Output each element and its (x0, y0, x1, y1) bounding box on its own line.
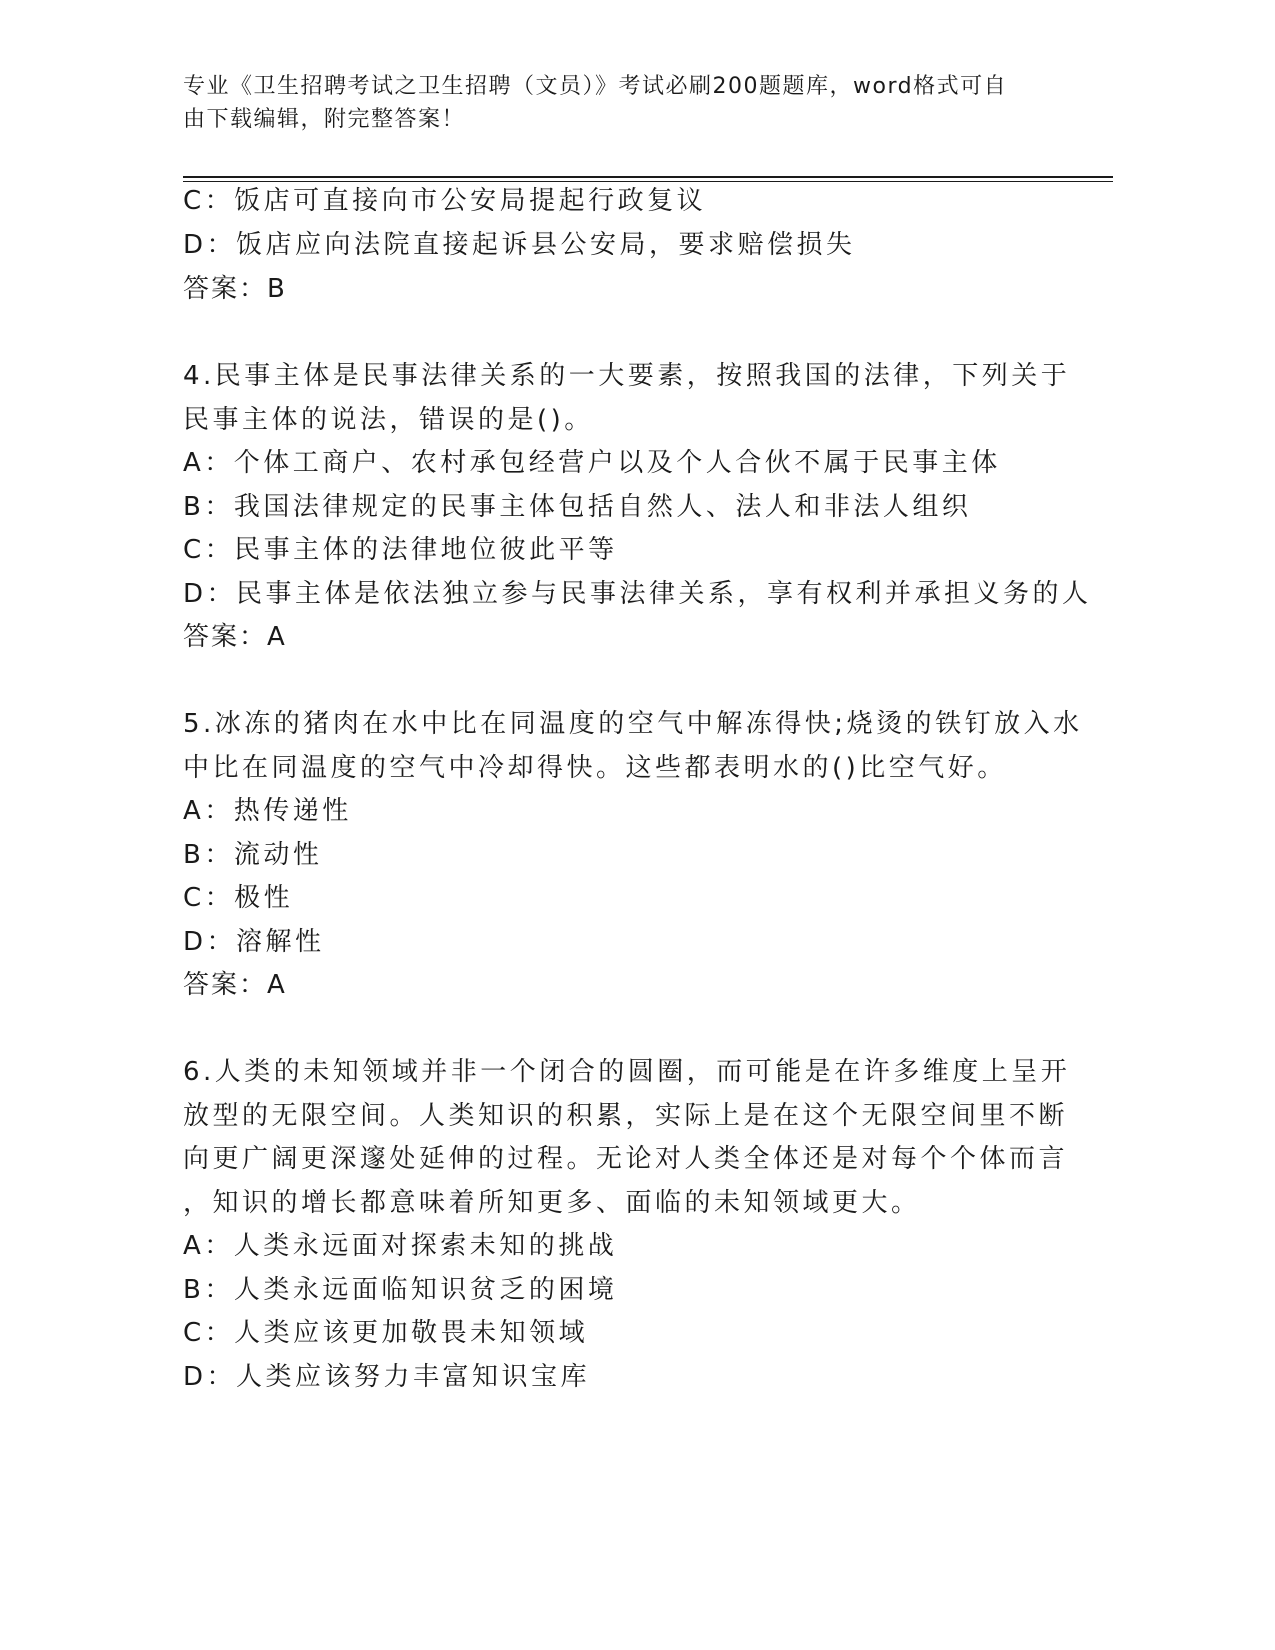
q6-option-d: D：人类应该努力丰富知识宝库 (183, 1362, 591, 1392)
q5-option-a: A：热传递性 (183, 796, 352, 826)
q6-option-b: B：人类永远面临知识贫乏的困境 (183, 1275, 618, 1305)
q4-answer: 答案：A (183, 622, 287, 652)
document-header (183, 70, 1063, 136)
q5-stem-line-1: 5.冰冻的猪肉在水中比在同温度的空气中解冻得快;烧烫的铁钉放入水 (183, 709, 1083, 739)
q6-option-c: C：人类应该更加敬畏未知领域 (183, 1318, 589, 1348)
q5-option-b: B：流动性 (183, 840, 323, 870)
header-divider-thin (183, 181, 1113, 182)
q6-option-a: A：人类永远面对探索未知的挑战 (183, 1231, 618, 1261)
header-line-1: 专业《卫生招聘考试之卫生招聘（文员）》考试必刷200题题库，word格式可自 (183, 74, 1008, 99)
q4-option-b: B：我国法律规定的民事主体包括自然人、法人和非法人组织 (183, 492, 972, 522)
q4-stem-line-2: 民事主体的说法，错误的是()。 (183, 405, 594, 435)
q4-option-d: D：民事主体是依法独立参与民事法律关系，享有权利并承担义务的人 (183, 579, 1092, 609)
q6-stem-line-2: 放型的无限空间。人类知识的积累，实际上是在这个无限空间里不断 (183, 1101, 1069, 1131)
q4-option-a: A：个体工商户、农村承包经营户以及个人合伙不属于民事主体 (183, 448, 1001, 478)
q3-answer: 答案：B (183, 274, 287, 304)
q6-stem-line-1: 6.人类的未知领域并非一个闭合的圆圈，而可能是在许多维度上呈开 (183, 1057, 1071, 1087)
q3-option-d: D：饭店应向法院直接起诉县公安局，要求赔偿损失 (183, 230, 856, 260)
q4-option-c: C：民事主体的法律地位彼此平等 (183, 535, 618, 565)
q4-stem-line-1: 4.民事主体是民事法律关系的一大要素，按照我国的法律，下列关于 (183, 361, 1071, 391)
header-line-2: 由下载编辑，附完整答案！ (183, 107, 466, 132)
q6-stem-line-4: ，知识的增长都意味着所知更多、面临的未知领域更大。 (183, 1188, 921, 1218)
q5-option-c: C：极性 (183, 883, 294, 913)
q5-stem-line-2: 中比在同温度的空气中冷却得快。这些都表明水的()比空气好。 (183, 753, 1007, 783)
q6-stem-line-3: 向更广阔更深邃处延伸的过程。无论对人类全体还是对每个个体而言 (183, 1144, 1069, 1174)
q5-option-d: D：溶解性 (183, 927, 325, 957)
q3-option-c: C：饭店可直接向市公安局提起行政复议 (183, 186, 707, 216)
header-divider-thick (183, 176, 1113, 178)
q5-answer: 答案：A (183, 970, 287, 1000)
